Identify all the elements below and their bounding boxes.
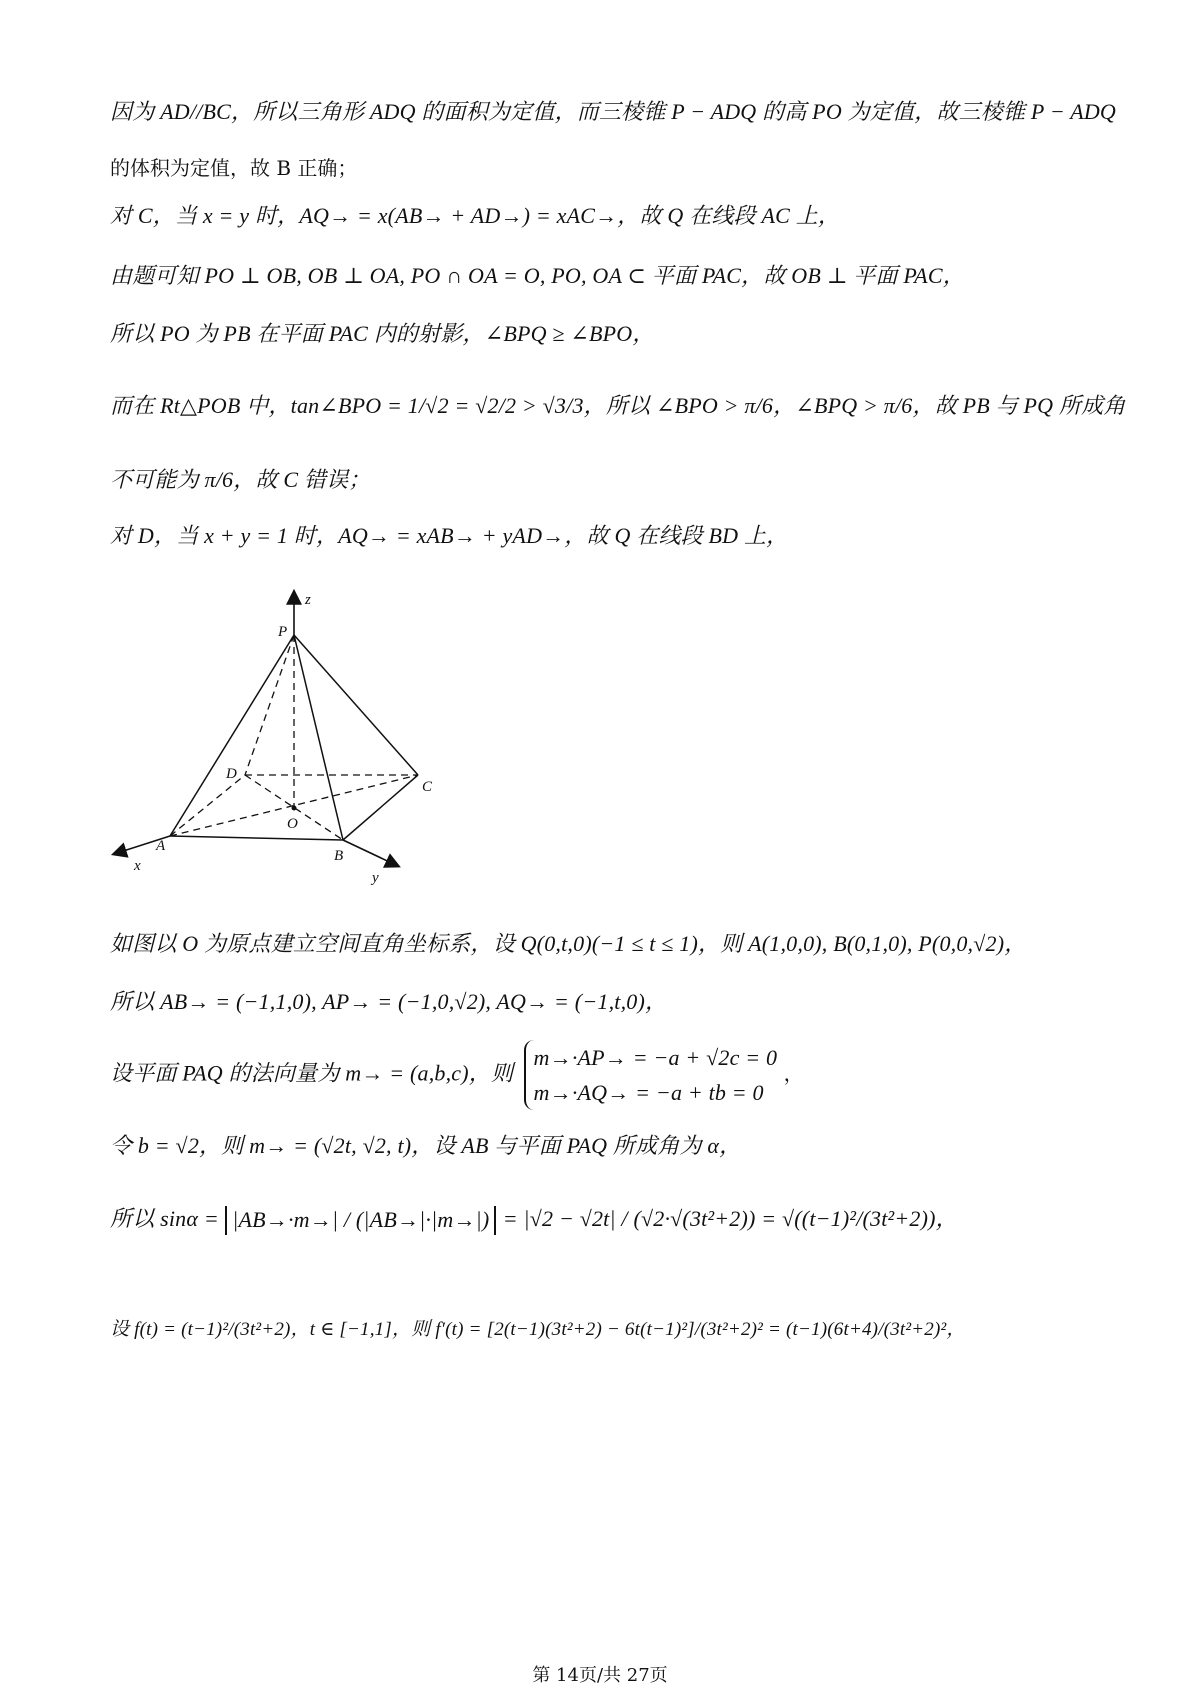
- text-line-3: 对 C，当 x = y 时，AQ→ = x(AB→ + AD→) = xAC→，故 Q 在线段 AC 上，: [110, 203, 841, 228]
- label-z: z: [305, 592, 311, 608]
- label-y: y: [372, 870, 379, 886]
- pyramid-figure: [100, 580, 460, 900]
- text-line-10: 所以 AB→ = (−1,1,0), AP→ = (−1,0,√2), AQ→ = (−1,t,0)，: [110, 989, 668, 1014]
- text-line-13: 所以 sinα = |AB→·m→| / (|AB→|·|m→|) = |√2 − √2t| / (√2·√(3t²+2)) = √((t−1)²/(3t²+2))，: [110, 1205, 1110, 1235]
- text-line-5: 所以 PO 为 PB 在平面 PAC 内的射影，∠BPQ ≥ ∠BPO，: [110, 321, 655, 346]
- edge-pd: [245, 635, 294, 775]
- label-a: A: [156, 838, 166, 854]
- edge-pc: [294, 635, 418, 775]
- label-x: x: [134, 858, 141, 874]
- label-b: B: [334, 848, 344, 864]
- label-o: O: [287, 816, 298, 832]
- text-line-8: 对 D，当 x + y = 1 时，AQ→ = xAB→ + yAD→，故 Q 在线段 BD 上，: [110, 523, 789, 548]
- equation-system: m→·AP→ = −a + √2c = 0 m→·AQ→ = −a + tb = 0: [524, 1040, 778, 1110]
- abs-fraction: |AB→·m→| / (|AB→|·|m→|): [225, 1206, 496, 1235]
- label-p: P: [278, 624, 288, 640]
- text-line-2: 的体积为定值，故 B 正确；: [110, 156, 358, 180]
- text-line-4: 由题可知 PO ⊥ OB, OB ⊥ OA, PO ∩ OA = O, PO, OA ⊂ 平面 PAC，故 OB ⊥ 平面 PAC，: [110, 263, 965, 288]
- text-line-7: 不可能为 π/6，故 C 错误；: [110, 467, 371, 492]
- text-line-14: 设 f(t) = (t−1)²/(3t²+2)，t ∈ [−1,1]，则 f′(t) = [2(t−1)(3t²+2) − 6t(t−1)²]/(3t²+2)² = (t−1)(6t+4)/(3t²+2)²，: [110, 1319, 966, 1340]
- page-footer: 第 14页/共 27页: [532, 1665, 668, 1686]
- edge-pa: [170, 635, 294, 836]
- label-d: D: [226, 766, 237, 782]
- text-line-12: 令 b = √2，则 m→ = (√2t, √2, t)，设 AB 与平面 PAQ 所成角为 α，: [110, 1133, 742, 1158]
- text-line-6: 而在 Rt△POB 中，tan∠BPO = 1/√2 = √2/2 > √3/3，所以 ∠BPO > π/6，∠BPQ > π/6，故 PB 与 PQ 所成角: [110, 393, 1126, 418]
- text-line-9: 如图以 O 为原点建立空间直角坐标系，设 Q(0,t,0)(−1 ≤ t ≤ 1)，则 A(1,0,0), B(0,1,0), P(0,0,√2)，: [110, 931, 1027, 956]
- origin-point: [292, 806, 297, 811]
- edge-ab: [170, 836, 343, 840]
- edge-pb: [294, 635, 343, 840]
- text-line-11: 设平面 PAQ 的法向量为 m→ = (a,b,c)，则 m→·AP→ = −a + √2c = 0 m→·AQ→ = −a + tb = 0 ，: [110, 1040, 1110, 1110]
- y-axis: [343, 840, 398, 866]
- label-c: C: [422, 779, 433, 795]
- text-line-1: 因为 AD//BC，所以三角形 ADQ 的面积为定值，而三棱锥 P − ADQ 的高 PO 为定值，故三棱锥 P − ADQ: [110, 99, 1117, 124]
